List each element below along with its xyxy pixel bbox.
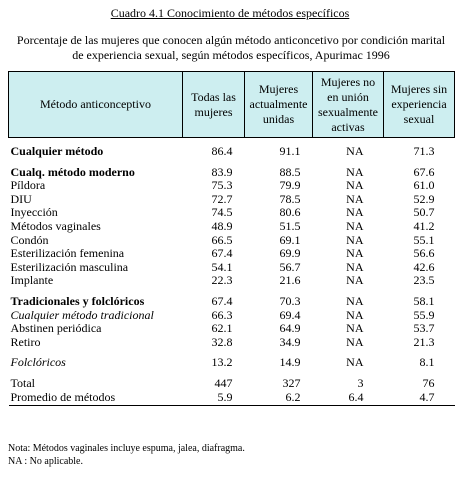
cell-value: 64.9 bbox=[279, 321, 301, 336]
cell-value: NA bbox=[346, 355, 364, 370]
cell-value: 55.9 bbox=[413, 307, 435, 322]
table-row bbox=[9, 193, 455, 207]
row-label: Total bbox=[10, 375, 35, 390]
cell-value: 79.9 bbox=[279, 178, 301, 193]
cell-value: 50.7 bbox=[413, 205, 435, 220]
row-label: Abstinen periódica bbox=[10, 321, 102, 336]
cell-value: 3 bbox=[357, 375, 364, 390]
table-row bbox=[9, 274, 455, 288]
table-row bbox=[9, 322, 455, 336]
cell-value: NA bbox=[346, 246, 364, 261]
header-not-in-union-active: Mujeres no en unión sexualmente activas bbox=[313, 72, 384, 138]
cell-value: 21.3 bbox=[413, 334, 435, 349]
cell-value: 71.3 bbox=[413, 144, 435, 158]
cell-value: NA bbox=[346, 273, 364, 288]
row-label: Métodos vaginales bbox=[10, 218, 101, 233]
cell-value: 4.7 bbox=[384, 391, 455, 406]
subtitle-line-2: de experiencia sexual, según métodos específicos, Apurimac 1996 bbox=[72, 48, 390, 62]
table-row bbox=[9, 234, 455, 248]
cell-value: 58.1 bbox=[413, 293, 435, 308]
cell-value: 66.3 bbox=[211, 307, 233, 322]
table-subtitle bbox=[8, 33, 454, 63]
cell-value: 88.5 bbox=[279, 164, 301, 179]
cell-value: 69.9 bbox=[279, 246, 301, 261]
cell-value: NA bbox=[346, 259, 364, 274]
table-row bbox=[9, 261, 455, 275]
cell-value: 78.5 bbox=[279, 191, 301, 206]
cell-value: 74.5 bbox=[211, 205, 233, 220]
cell-value: NA bbox=[346, 307, 364, 322]
table-row bbox=[9, 166, 455, 180]
cell-value: NA bbox=[346, 178, 364, 193]
table-title: Cuadro 4.1 Conocimiento de métodos específicos bbox=[110, 6, 350, 20]
cell-value: 5.9 bbox=[183, 391, 245, 406]
table-row bbox=[9, 145, 455, 159]
header-row bbox=[9, 72, 455, 138]
cell-value: 54.1 bbox=[211, 259, 233, 274]
cell-value: NA bbox=[346, 205, 364, 220]
cell-value: 72.7 bbox=[211, 191, 233, 206]
note-vaginal-methods: Nota: Métodos vaginales incluye espuma, jalea, diafragma. bbox=[8, 443, 245, 454]
cell-value: NA bbox=[346, 218, 364, 233]
table-notes bbox=[8, 442, 454, 468]
cell-value: 447 bbox=[214, 375, 233, 390]
cell-value: 75.3 bbox=[211, 178, 233, 193]
row-label: Cualquier método bbox=[10, 144, 104, 158]
table-row bbox=[9, 247, 455, 261]
row-label: Tradicionales y folclóricos bbox=[10, 293, 145, 308]
cell-value: 14.9 bbox=[279, 355, 301, 370]
cell-value: 70.3 bbox=[279, 293, 301, 308]
cell-value: 42.6 bbox=[413, 259, 435, 274]
cell-value: 327 bbox=[282, 375, 301, 390]
cell-value: 80.6 bbox=[279, 205, 301, 220]
subtitle-line-1: Porcentaje de las mujeres que conocen algún método anticoncetivo por condición marital bbox=[16, 33, 446, 47]
row-label: Cualq. método moderno bbox=[10, 164, 135, 179]
cell-value: 34.9 bbox=[279, 334, 301, 349]
row-label: Implante bbox=[10, 273, 54, 288]
row-label: Cualquier método tradicional bbox=[10, 307, 154, 322]
cell-value: 6.4 bbox=[313, 391, 384, 406]
row-label: Inyección bbox=[10, 205, 58, 220]
header-method: Método anticonceptivo bbox=[9, 72, 183, 138]
table-row bbox=[9, 206, 455, 220]
cell-value: 67.4 bbox=[211, 246, 233, 261]
cell-value: 76 bbox=[422, 375, 435, 390]
row-label: Folclóricos bbox=[10, 355, 66, 370]
cell-value: 83.9 bbox=[211, 164, 233, 179]
cell-value: 67.4 bbox=[211, 293, 233, 308]
row-label: Condón bbox=[10, 232, 49, 247]
cell-value: 61.0 bbox=[413, 178, 435, 193]
table-row bbox=[9, 377, 455, 391]
cell-value: NA bbox=[346, 293, 364, 308]
row-label: Esterilización masculina bbox=[10, 259, 129, 274]
table-row bbox=[9, 309, 455, 323]
cell-value: 55.1 bbox=[413, 232, 435, 247]
cell-value: 53.7 bbox=[413, 321, 435, 336]
cell-value: NA bbox=[346, 191, 364, 206]
cell-value: NA bbox=[346, 334, 364, 349]
table-row bbox=[9, 295, 455, 309]
cell-value: 6.2 bbox=[245, 391, 313, 406]
cell-value: 62.1 bbox=[211, 321, 233, 336]
row-label: Retiro bbox=[10, 334, 41, 349]
cell-value: 69.4 bbox=[279, 307, 301, 322]
cell-value: 41.2 bbox=[413, 218, 435, 233]
cell-value: 67.6 bbox=[413, 164, 435, 179]
row-label: Píldora bbox=[10, 178, 46, 193]
row-label: Esterilización femenina bbox=[10, 246, 125, 261]
table-row bbox=[9, 179, 455, 193]
cell-value: 51.5 bbox=[279, 218, 301, 233]
table-row bbox=[9, 220, 455, 234]
cell-value: 23.5 bbox=[413, 273, 435, 288]
cell-value: 56.7 bbox=[279, 259, 301, 274]
cell-value: 56.6 bbox=[413, 246, 435, 261]
cell-value: NA bbox=[346, 144, 364, 158]
row-label: Promedio de métodos bbox=[9, 391, 183, 406]
methods-table bbox=[8, 71, 455, 406]
cell-value: NA bbox=[346, 164, 364, 179]
cell-value: 52.9 bbox=[413, 191, 435, 206]
cell-value: 22.3 bbox=[211, 273, 233, 288]
cell-value: 91.1 bbox=[279, 144, 301, 158]
header-in-union: Mujeres actualmente unidas bbox=[245, 72, 313, 138]
cell-value: 8.1 bbox=[419, 355, 435, 370]
cell-value: 13.2 bbox=[211, 355, 233, 370]
cell-value: 32.8 bbox=[211, 334, 233, 349]
cell-value: NA bbox=[346, 232, 364, 247]
row-label: DIU bbox=[10, 191, 32, 206]
table-row bbox=[9, 391, 455, 406]
cell-value: 69.1 bbox=[279, 232, 301, 247]
header-no-experience: Mujeres sin experiencia sexual bbox=[384, 72, 455, 138]
cell-value: 86.4 bbox=[211, 144, 233, 158]
note-na: NA : No aplicable. bbox=[8, 456, 83, 467]
cell-value: 21.6 bbox=[279, 273, 301, 288]
table-row bbox=[9, 336, 455, 350]
cell-value: 48.9 bbox=[211, 218, 233, 233]
cell-value: NA bbox=[346, 321, 364, 336]
cell-value: 66.5 bbox=[211, 232, 233, 247]
header-all-women: Todas las mujeres bbox=[183, 72, 245, 138]
table-row bbox=[9, 356, 455, 370]
